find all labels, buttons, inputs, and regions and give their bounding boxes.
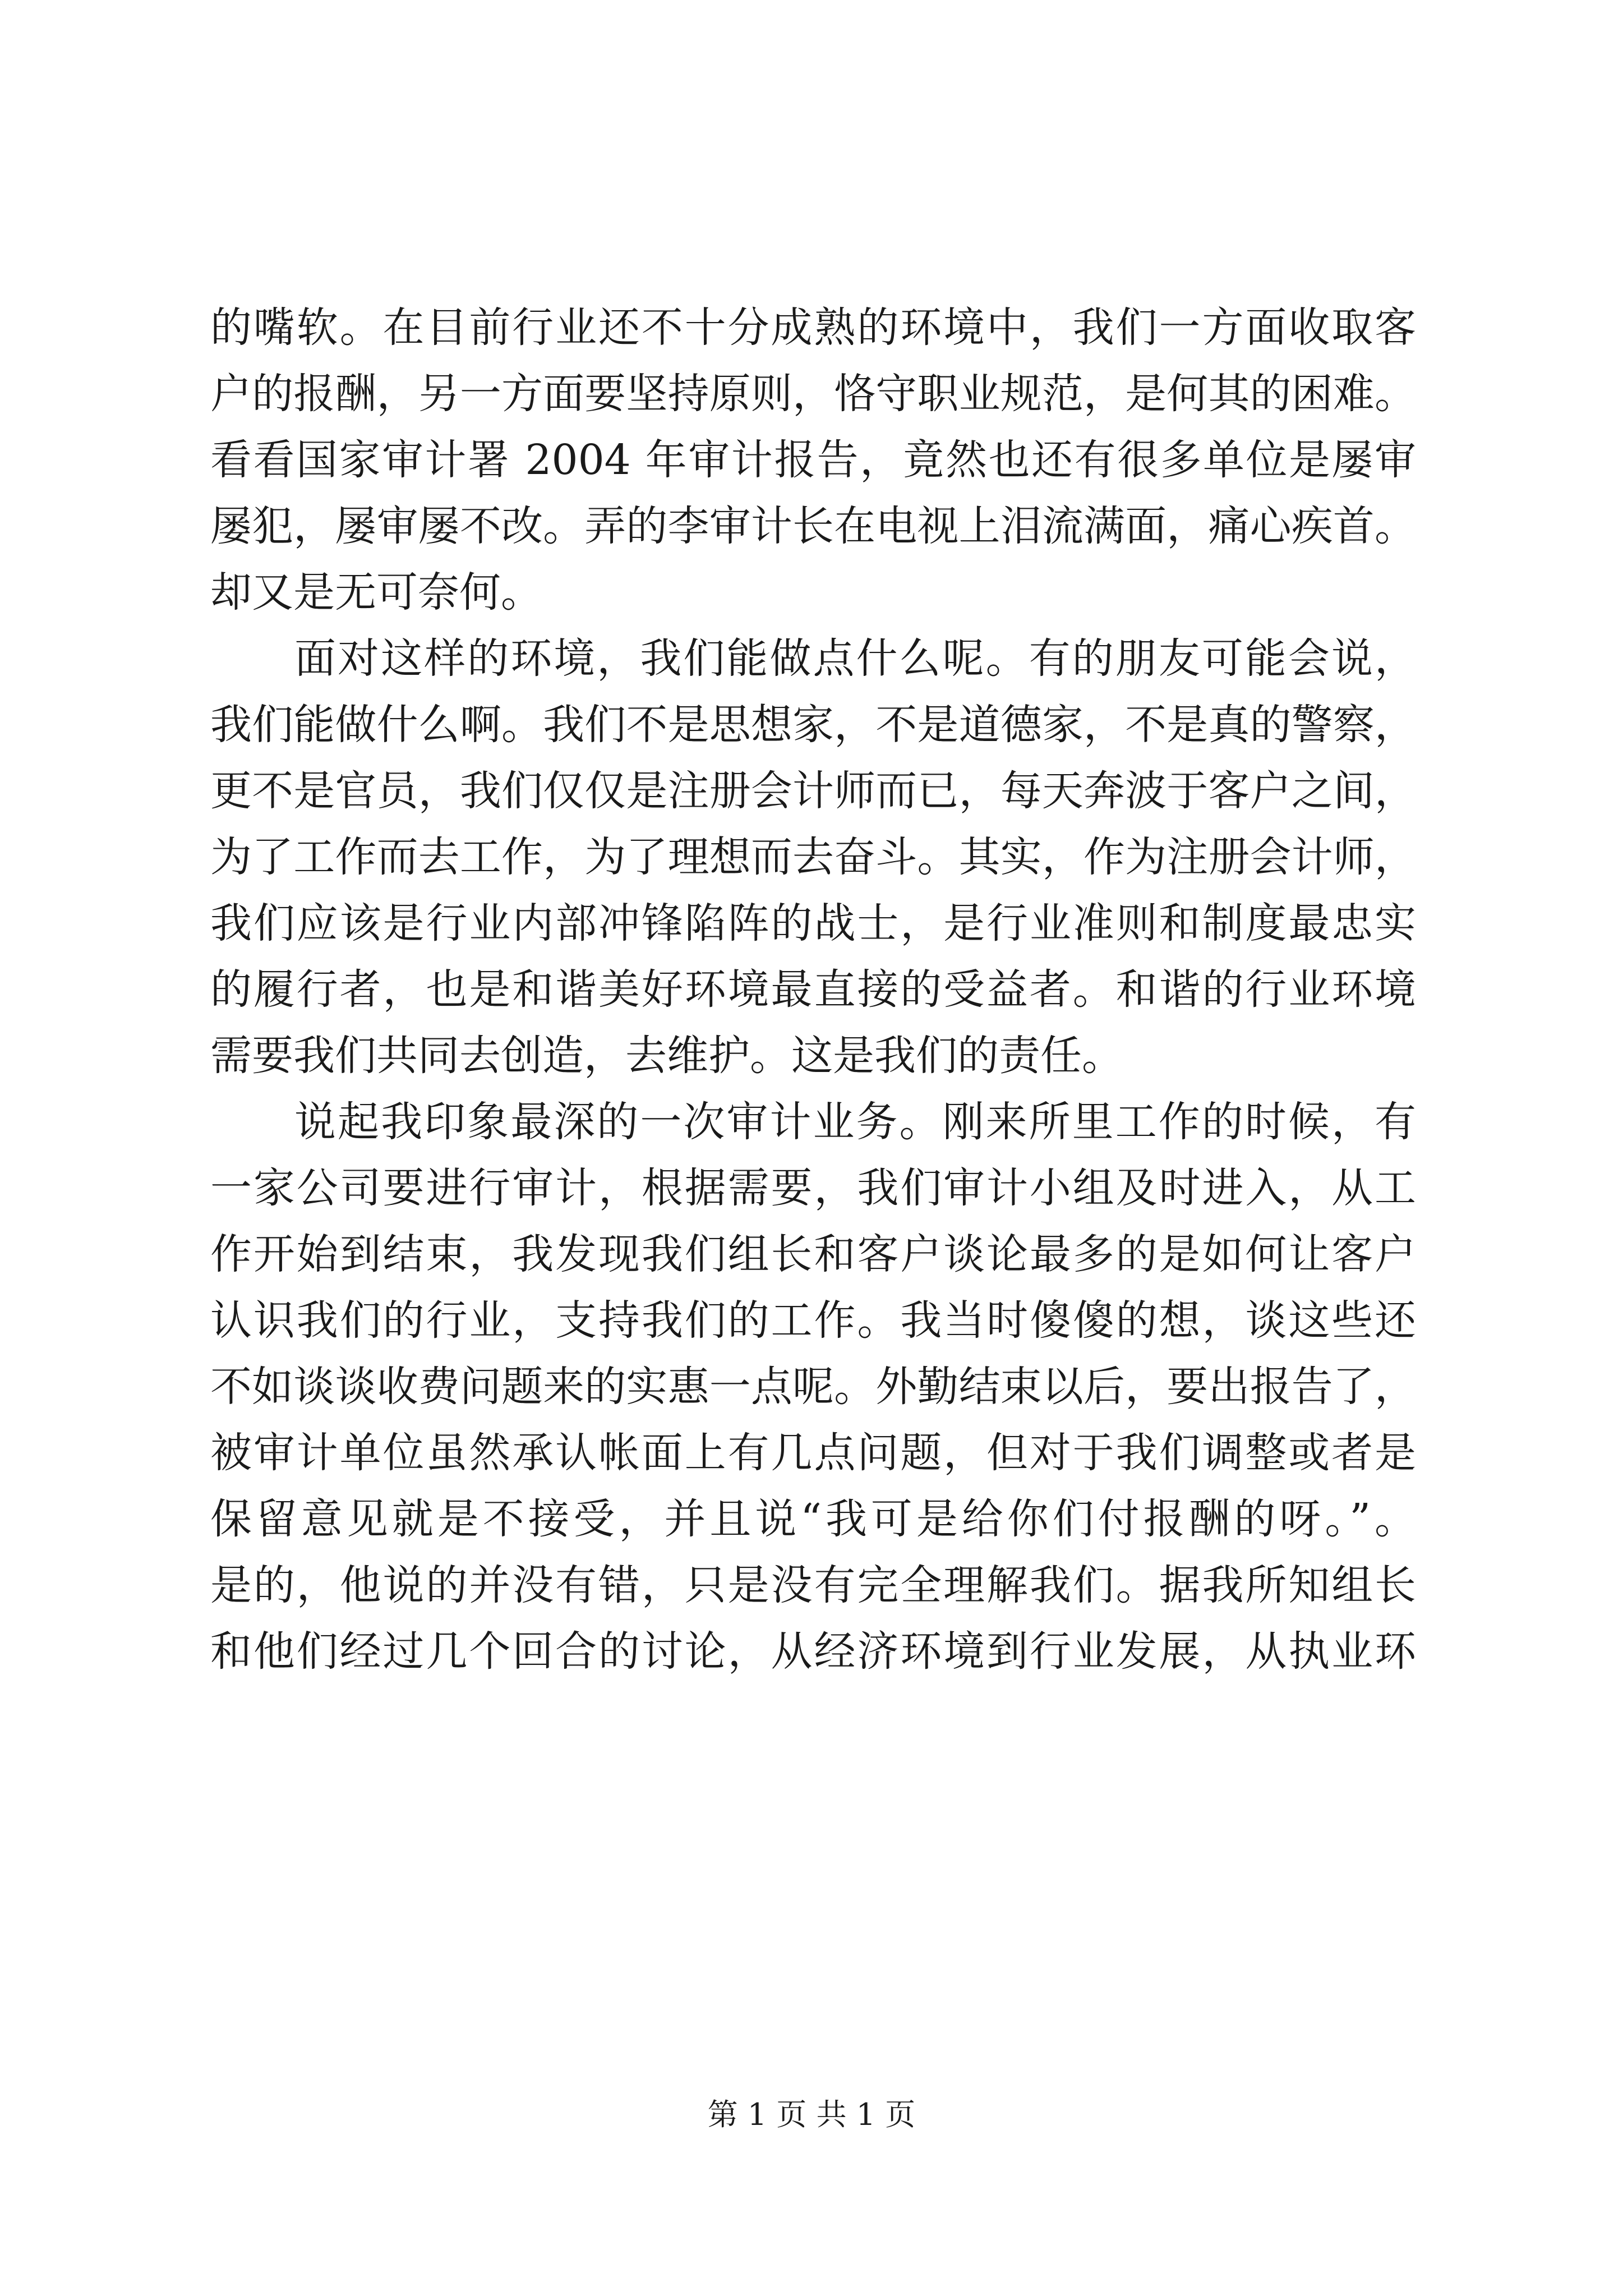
- text-line: 我们应该是行业内部冲锋陷阵的战士，是行业准则和制度最忠实: [210, 899, 1416, 947]
- text-line: 和他们经过几个回合的讨论，从经济环境到行业发展，从执业环: [210, 1627, 1416, 1676]
- text-line: 被审计单位虽然承认帐面上有几点问题，但对于我们调整或者是: [210, 1429, 1416, 1477]
- text-line: 为了工作而去工作，为了理想而去奋斗。其实，作为注册会计师，: [210, 833, 1416, 881]
- text-line: 户的报酬，另一方面要坚持原则，恪守职业规范，是何其的困难。: [210, 370, 1416, 418]
- text-line: 面对这样的环境，我们能做点什么呢。有的朋友可能会说，: [294, 634, 1416, 683]
- text-line: 说起我印象最深的一次审计业务。刚来所里工作的时候，有: [294, 1098, 1416, 1146]
- text-line: 更不是官员，我们仅仅是注册会计师而已，每天奔波于客户之间，: [210, 767, 1416, 815]
- text-line: 是的，他说的并没有错，只是没有完全理解我们。据我所知组长: [210, 1561, 1416, 1609]
- text-line: 一家公司要进行审计，根据需要，我们审计小组及时进入，从工: [210, 1164, 1416, 1212]
- text-line: 我们能做什么啊。我们不是思想家，不是道德家，不是真的警察，: [210, 701, 1416, 749]
- text-line: 保留意见就是不接受，并且说“我可是给你们付报酬的呀。”。: [210, 1495, 1416, 1543]
- body-text: [210, 295, 1416, 1685]
- text-line: 看看国家审计署 2004 年审计报告，竟然也还有很多单位是屡审: [210, 436, 1416, 484]
- text-line: 作开始到结束，我发现我们组长和客户谈论最多的是如何让客户: [210, 1230, 1416, 1278]
- page-footer: 第 1 页 共 1 页: [707, 2097, 916, 2132]
- text-line: 认识我们的行业，支持我们的工作。我当时傻傻的想，谈这些还: [210, 1296, 1416, 1345]
- text-line: 需要我们共同去创造，去维护。这是我们的责任。: [210, 1032, 1123, 1080]
- text-line: 不如谈谈收费问题来的实惠一点呢。外勤结束以后，要出报告了，: [210, 1363, 1416, 1411]
- text-line: 却又是无可奈何。: [210, 568, 542, 616]
- text-line: 屡犯，屡审屡不改。弄的李审计长在电视上泪流满面，痛心疾首。: [210, 502, 1416, 550]
- text-line: 的履行者，也是和谐美好环境最直接的受益者。和谐的行业环境: [210, 965, 1416, 1014]
- text-line: 的嘴软。在目前行业还不十分成熟的环境中，我们一方面收取客: [210, 303, 1416, 352]
